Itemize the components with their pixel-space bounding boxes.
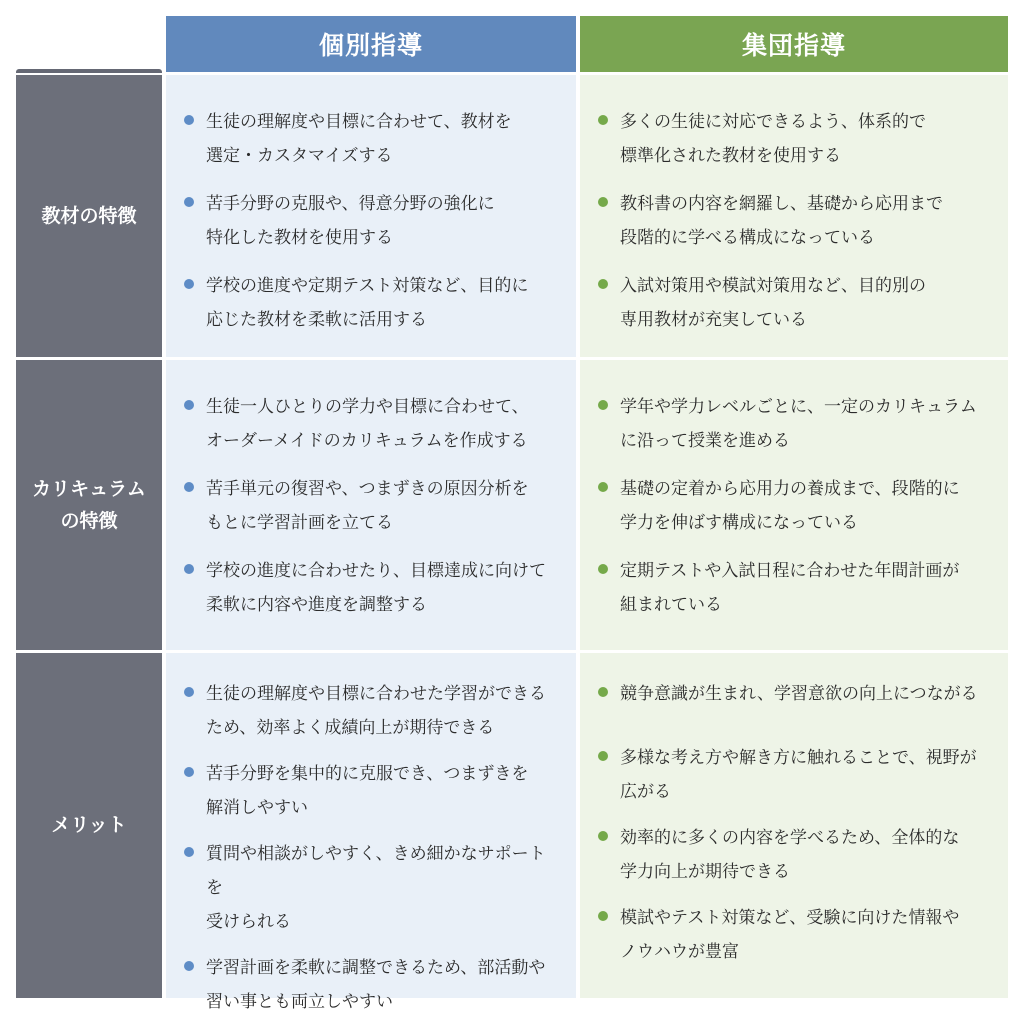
list-item: [184, 951, 560, 1019]
list-item-text: 苦手分野の克服や、得意分野の強化に 特化した教材を使用する: [206, 194, 495, 248]
bullet-icon: [598, 482, 608, 492]
bullet-icon: [598, 197, 608, 207]
row-header-label: 教材の特徴: [41, 204, 137, 227]
comparison-table: [16, 16, 1008, 1012]
list-item: [598, 741, 992, 809]
list-item-text: 苦手単元の復習や、つまずきの原因分析を もとに学習計画を立てる: [206, 479, 529, 533]
bullet-icon: [598, 400, 608, 410]
bullet-icon: [598, 564, 608, 574]
list-item-text: 生徒の理解度や目標に合わせて、教材を 選定・カスタマイズする: [206, 112, 512, 166]
bullet-icon: [184, 115, 194, 125]
list-item: [598, 269, 992, 337]
list-item: [184, 472, 560, 540]
bullet-icon: [598, 687, 608, 697]
list-item: [184, 837, 560, 939]
list-item: [184, 105, 560, 173]
list-item-text: 生徒一人ひとりの学力や目標に合わせて、 オーダーメイドのカリキュラムを作成する: [206, 397, 529, 451]
list-item: [598, 187, 992, 255]
bullet-icon: [184, 687, 194, 697]
list-item-text: 学年や学力レベルごとに、一定のカリキュラム に沿って授業を進める: [620, 397, 977, 451]
list-item: [598, 677, 992, 711]
row-header-materials: [16, 75, 162, 357]
bullet-icon: [184, 482, 194, 492]
list-item-text: 効率的に多くの内容を学べるため、全体的な 学力向上が期待できる: [620, 828, 960, 882]
list-item-text: 学校の進度に合わせたり、目標達成に向けて 柔軟に内容や進度を調整する: [206, 561, 546, 615]
cell-materials-kobetsu: [166, 75, 576, 357]
list-item: [598, 554, 992, 622]
list-item-text: 競争意識が生まれ、学習意欲の向上につながる: [620, 684, 978, 704]
bullet-icon: [184, 279, 194, 289]
list-item: [598, 105, 992, 173]
list-item-text: 定期テストや入試日程に合わせた年間計画が 組まれている: [620, 561, 960, 615]
bullet-icon: [598, 115, 608, 125]
bullet-icon: [184, 400, 194, 410]
list-item: [598, 821, 992, 889]
list-item-text: 模試やテスト対策など、受験に向けた情報や ノウハウが豊富: [620, 908, 960, 962]
list-item: [598, 390, 992, 458]
row-header-label: カリキュラム の特徴: [32, 477, 146, 532]
list-item-text: 学校の進度や定期テスト対策など、目的に 応じた教材を柔軟に活用する: [206, 276, 529, 330]
table-corner: [16, 16, 162, 72]
list-item: [184, 677, 560, 745]
row-header-curriculum: [16, 360, 162, 650]
list-item: [184, 187, 560, 255]
column-header-shudan: 集団指導: [580, 16, 1008, 72]
list-item: [184, 757, 560, 825]
cell-materials-shudan: [580, 75, 1008, 357]
bullet-icon: [184, 767, 194, 777]
row-header-merit: [16, 653, 162, 998]
list-item-text: 基礎の定着から応用力の養成まで、段階的に 学力を伸ばす構成になっている: [620, 479, 960, 533]
row-header-label: メリット: [51, 814, 127, 837]
cell-merit-shudan: [580, 653, 1008, 998]
bullet-icon: [184, 197, 194, 207]
bullet-icon: [184, 961, 194, 971]
bullet-icon: [184, 847, 194, 857]
cell-merit-kobetsu: [166, 653, 576, 1012]
list-item: [184, 554, 560, 622]
list-item-text: 生徒の理解度や目標に合わせた学習ができる ため、効率よく成績向上が期待できる: [206, 684, 546, 738]
bullet-icon: [598, 831, 608, 841]
bullet-icon: [598, 911, 608, 921]
bullet-icon: [184, 564, 194, 574]
bullet-icon: [598, 751, 608, 761]
column-header-kobetsu: 個別指導: [166, 16, 576, 72]
list-item-text: 教科書の内容を網羅し、基礎から応用まで 段階的に学べる構成になっている: [620, 194, 943, 248]
list-item-text: 多様な考え方や解き方に触れることで、視野が 広がる: [620, 748, 977, 802]
bullet-icon: [598, 279, 608, 289]
cell-curriculum-kobetsu: [166, 360, 576, 650]
list-item-text: 質問や相談がしやすく、きめ細かなサポートを 受けられる: [206, 844, 546, 932]
list-item-text: 入試対策用や模試対策用など、目的別の 専用教材が充実している: [620, 276, 926, 330]
list-item: [598, 472, 992, 540]
list-item: [598, 901, 992, 969]
list-item-text: 多くの生徒に対応できるよう、体系的で 標準化された教材を使用する: [620, 112, 926, 166]
list-item: [184, 269, 560, 337]
list-item-text: 学習計画を柔軟に調整できるため、部活動や 習い事とも両立しやすい: [206, 958, 546, 1012]
list-item-text: 苦手分野を集中的に克服でき、つまずきを 解消しやすい: [206, 764, 529, 818]
cell-curriculum-shudan: [580, 360, 1008, 650]
list-item: [184, 390, 560, 458]
